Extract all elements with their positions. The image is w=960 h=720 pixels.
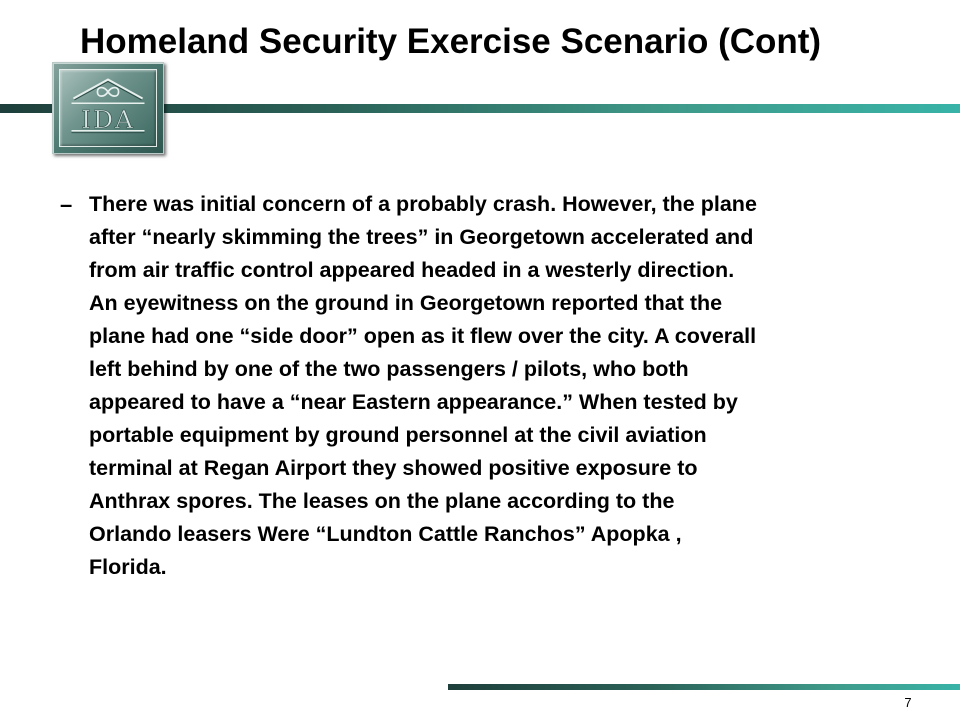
body-line: plane had one “side door” open as it flew over the city. A coverall [89,324,757,348]
logo-text: IDA [81,105,135,134]
slide-title: Homeland Security Exercise Scenario (Cont) [80,22,822,61]
body-line: Anthrax spores. The leases on the plane according to the [89,489,675,513]
body-line: An eyewitness on the ground in Georgetown reported that the [89,291,723,315]
bullet-body [89,188,949,584]
bullet-dash: – [60,192,73,217]
body-line: after “nearly skimming the trees” in Georgetown accelerated and [89,225,754,249]
body-line: terminal at Regan Airport they showed positive exposure to [89,456,698,480]
footer-divider-bar [448,684,960,690]
logo-plate [59,69,157,147]
body-line: portable equipment by ground personnel at the civil aviation [89,423,707,447]
ida-logo-icon [52,62,164,154]
logo-graphic [60,70,156,146]
body-line: appeared to have a “near Eastern appearance.” When tested by [89,390,738,414]
body-line: left behind by one of the two passengers / pilots, who both [89,357,689,381]
body-line: There was initial concern of a probably crash. However, the plane [89,192,757,216]
body-line: Florida. [89,555,167,579]
page-number: 7 [904,695,912,710]
body-line: from air traffic control appeared headed in a westerly direction. [89,258,735,282]
body-line: Orlando leasers Were “Lundton Cattle Ranchos” Apopka , [89,522,682,546]
